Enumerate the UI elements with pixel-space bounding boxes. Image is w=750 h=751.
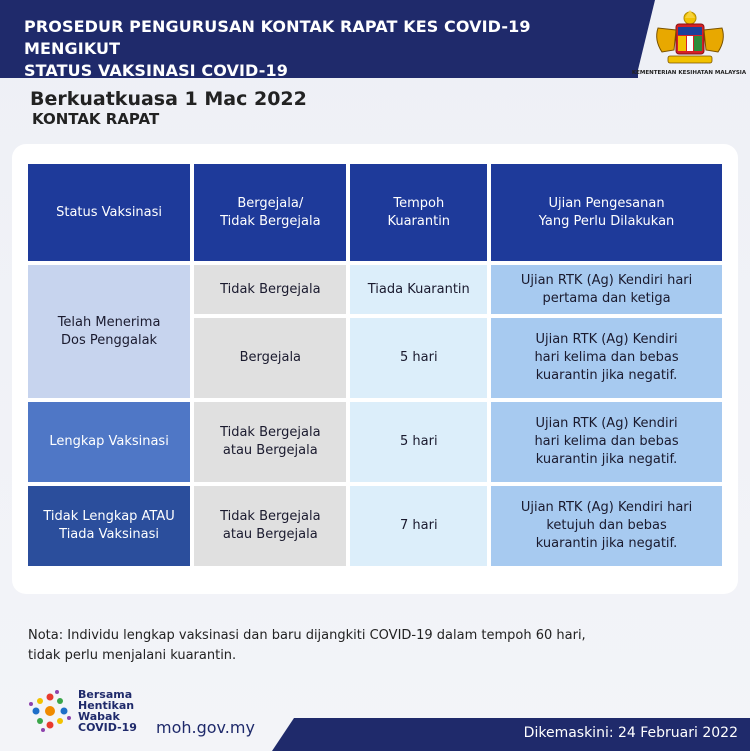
header-quarantine <box>350 164 487 261</box>
test-line-1: Ujian RTK (Ag) Kendiri <box>535 332 678 347</box>
table-row <box>28 265 722 314</box>
note-line-1: Nota: Individu lengkap vaksinasi dan baru dijangkiti COVID-19 dalam tempoh 60 hari, <box>28 628 586 643</box>
page-title-line-2: STATUS VAKSINASI COVID-19 <box>24 61 288 80</box>
test-line-1: Ujian RTK (Ag) Kendiri hari <box>520 272 693 288</box>
note <box>28 626 728 666</box>
status-complete: Lengkap Vaksinasi <box>28 402 190 482</box>
status-booster-line-1: Telah Menerima <box>57 314 161 330</box>
test-line-1: Ujian RTK (Ag) Kendiri <box>535 416 678 431</box>
symptom-cell <box>194 486 346 566</box>
status-booster-line-2: Dos Penggalak <box>61 332 158 348</box>
malaysia-coat-of-arms-icon <box>648 6 732 66</box>
quarantine-procedure-table <box>24 160 726 570</box>
header-status-label: Status Vaksinasi <box>56 204 163 220</box>
logo-line-2: Hentikan <box>78 699 135 712</box>
symptom-cell: Tidak Bergejala <box>194 265 346 314</box>
test-line-3: kuarantin jika negatif. <box>535 368 678 383</box>
test-cell <box>491 318 722 398</box>
ministry-caption: KEMENTERIAN KESIHATAN MALAYSIA <box>631 70 747 76</box>
campaign-logo-text <box>78 689 137 733</box>
test-line-2: hari kelima dan bebas <box>534 434 679 449</box>
website-link[interactable]: moh.gov.my <box>156 718 255 737</box>
quarantine-cell: 5 hari <box>350 402 487 482</box>
table-row <box>28 486 722 566</box>
test-line-1: Ujian RTK (Ag) Kendiri hari <box>520 500 693 515</box>
test-cell <box>491 265 722 314</box>
test-line-2: hari kelima dan bebas <box>534 350 679 365</box>
symptom-cell: Bergejala <box>194 318 346 398</box>
note-line-2: tidak perlu menjalani kuarantin. <box>28 648 237 663</box>
effective-date: Berkuatkuasa 1 Mac 2022 <box>30 88 307 110</box>
header-quarantine-line-2: Kuarantin <box>387 213 451 229</box>
symptom-cell <box>194 402 346 482</box>
status-incomplete-line-1: Tidak Lengkap ATAU <box>43 509 175 524</box>
test-line-2: ketujuh dan bebas <box>546 518 667 533</box>
quarantine-cell: 5 hari <box>350 318 487 398</box>
table-row <box>28 402 722 482</box>
header-symptom <box>194 164 346 261</box>
symptom-line-1: Tidak Bergejala <box>220 425 321 440</box>
test-cell <box>491 402 722 482</box>
header-symptom-line-2: Tidak Bergejala <box>220 213 321 229</box>
header-test-line-1: Ujian Pengesanan <box>548 195 665 211</box>
page-title <box>24 16 624 82</box>
page-title-line-1: PROSEDUR PENGURUSAN KONTAK RAPAT KES COVID-19 MENGIKUT <box>24 17 531 58</box>
quarantine-cell: Tiada Kuarantin <box>350 265 487 314</box>
header-test <box>491 164 722 261</box>
status-incomplete-line-2: Tiada Vaksinasi <box>59 527 159 542</box>
status-booster <box>28 265 190 398</box>
logo-line-3: Wabak <box>78 710 120 723</box>
symptom-line-1: Tidak Bergejala <box>220 509 321 524</box>
quarantine-cell: 7 hari <box>350 486 487 566</box>
test-line-3: kuarantin jika negatif. <box>535 536 678 551</box>
test-line-3: kuarantin jika negatif. <box>535 452 678 467</box>
updated-date: Dikemaskini: 24 Februari 2022 <box>523 725 738 741</box>
table-header-row <box>28 164 722 261</box>
test-cell <box>491 486 722 566</box>
symptom-line-2: atau Bergejala <box>222 443 318 458</box>
header-test-line-2: Yang Perlu Dilakukan <box>538 213 675 229</box>
logo-line-1: Bersama <box>78 688 133 701</box>
test-line-2: pertama dan ketiga <box>542 290 671 306</box>
header-symptom-line-1: Bergejala/ <box>237 195 304 211</box>
logo-line-4: COVID-19 <box>78 721 137 734</box>
header-status <box>28 164 190 261</box>
section-subtitle: KONTAK RAPAT <box>32 110 160 128</box>
symptom-line-2: atau Bergejala <box>222 527 318 542</box>
header-quarantine-line-1: Tempoh <box>393 195 445 211</box>
bersama-hentikan-wabak-logo-icon <box>27 688 73 734</box>
status-incomplete <box>28 486 190 566</box>
